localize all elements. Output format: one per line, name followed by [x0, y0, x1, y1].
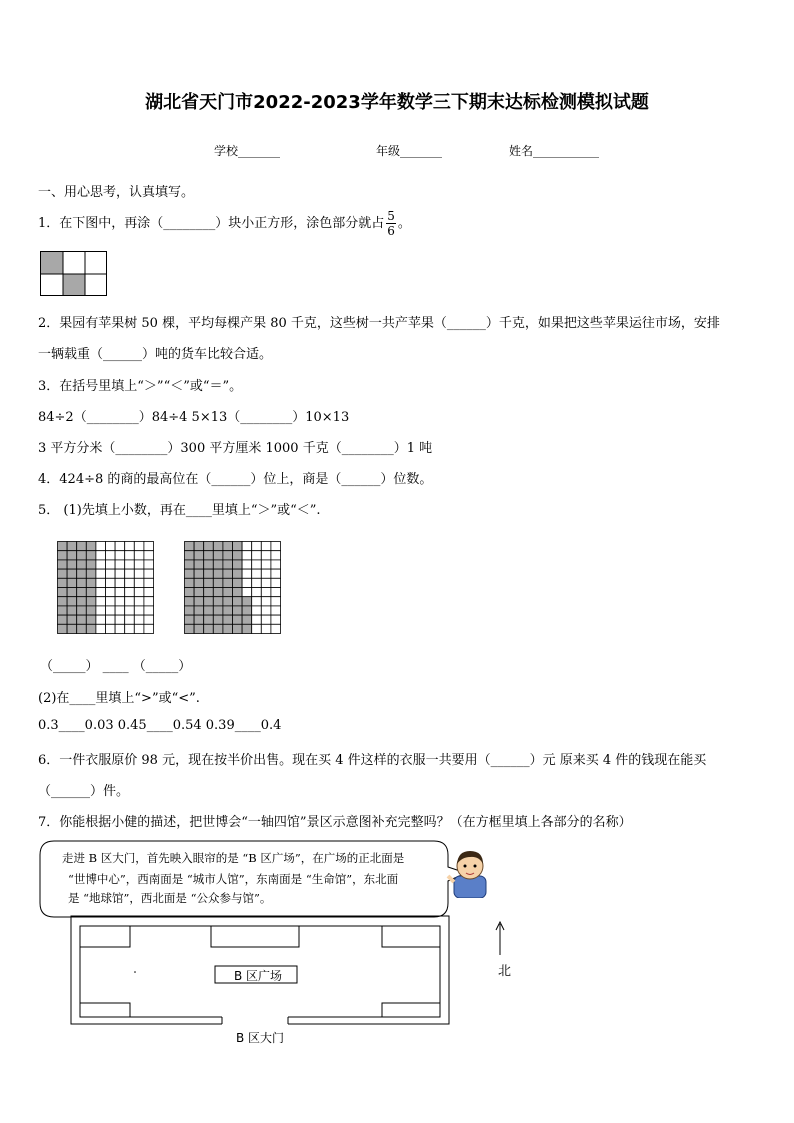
grid-cell-shaded [58, 560, 68, 569]
grid-cell-shaded [58, 597, 68, 606]
grid-cell-shaded [194, 597, 204, 606]
grid-cell-shaded [194, 588, 204, 597]
grid-cell-shaded [185, 615, 195, 624]
grid-cell-shaded [67, 624, 77, 633]
grid-cell-shaded [242, 615, 252, 624]
grid-cell-shaded [67, 578, 77, 587]
grid-cell [125, 560, 135, 569]
hundred-grid-left [57, 541, 154, 634]
question-6-line2: （______）件。 [38, 784, 130, 799]
grid-cell [134, 588, 144, 597]
grid-cell-shaded [233, 551, 243, 560]
grid-cell-shaded [67, 606, 77, 615]
grid-cell [115, 624, 125, 633]
grid-cell-shaded [242, 606, 252, 615]
grid-cell [96, 615, 106, 624]
bubble-line-3: 是 “地球馆”，西北面是 “公众参与馆”。 [68, 891, 272, 905]
grid-cell [125, 624, 135, 633]
grid-cell [271, 588, 281, 597]
grid-cell-shaded [213, 624, 223, 633]
grid-cell-shaded [213, 578, 223, 587]
grid-cell-shaded [185, 588, 195, 597]
grid-cell [252, 551, 262, 560]
grid-cell [252, 615, 262, 624]
grid-cell-shaded [58, 542, 68, 551]
grid-cell [125, 578, 135, 587]
grid-cell [144, 624, 154, 633]
grid-cell [134, 578, 144, 587]
grid-cell-shaded [67, 560, 77, 569]
grid-cell [261, 542, 271, 551]
grid-cell [242, 560, 252, 569]
grid-cell [134, 606, 144, 615]
map-box-northeast [382, 926, 440, 947]
grid-cell-shaded [86, 560, 96, 569]
grid-cell [96, 542, 106, 551]
grid-cell-shaded [233, 615, 243, 624]
question-2-line2: 一辆载重（______）吨的货车比较合适。 [38, 347, 273, 362]
page-title: 湖北省天门市2022-2023学年数学三下期末达标检测模拟试题 [145, 92, 649, 113]
grid-cell [242, 551, 252, 560]
plaza-label: B 区广场 [234, 969, 283, 983]
grid-cell-shaded [204, 588, 214, 597]
grid-cell [144, 606, 154, 615]
grid-cell [115, 551, 125, 560]
grid-cell-shaded [204, 597, 214, 606]
grid-cell-shaded [77, 569, 87, 578]
grid-cell [242, 569, 252, 578]
grid-cell-shaded [204, 615, 214, 624]
grid-cell-shaded [58, 615, 68, 624]
grid-cell-shaded [204, 624, 214, 633]
grid-cell [252, 569, 262, 578]
grid-cell-shaded [77, 578, 87, 587]
map-box-southeast [382, 1003, 440, 1017]
grid-cell [106, 551, 116, 560]
grid-cell [134, 560, 144, 569]
grid-cell [261, 606, 271, 615]
grid-cell-shaded [77, 560, 87, 569]
grid-cell [115, 588, 125, 597]
grid-cell [96, 560, 106, 569]
grid-cell-shaded [242, 597, 252, 606]
grid-cell-shaded [77, 588, 87, 597]
grid-cell [271, 551, 281, 560]
grid-cell-shaded [58, 569, 68, 578]
grid-cell-shaded [86, 606, 96, 615]
grid-cell-shaded [223, 624, 233, 633]
grid-cell-shaded [204, 569, 214, 578]
grid-cell-shaded [194, 578, 204, 587]
question-7: 7．你能根据小健的描述，把世博会“一轴四馆”景区示意图补充完整吗？（在方框里填上各部分的名称） [38, 815, 632, 830]
grid-cell-shaded [86, 597, 96, 606]
grid-cell-shaded [67, 588, 77, 597]
grid-cell-shaded [194, 560, 204, 569]
grid-cell [106, 588, 116, 597]
question-3-line1: 3．在括号里填上“＞”“＜”或“＝”。 [38, 379, 243, 394]
grid-cell-shaded [223, 606, 233, 615]
grid-cell [261, 615, 271, 624]
grid-cell [271, 578, 281, 587]
grid-cell-shaded [223, 569, 233, 578]
grade-field: 年级_______ [376, 144, 443, 158]
grid-cell-shaded [204, 551, 214, 560]
grid-cell-shaded [194, 542, 204, 551]
grid-cell-shaded [223, 551, 233, 560]
grid-cell-shaded [67, 542, 77, 551]
grid-cell [271, 560, 281, 569]
grid-cell-shaded [213, 560, 223, 569]
gate-label: B 区大门 [236, 1031, 285, 1045]
grid-cell [134, 542, 144, 551]
grid-cell-shaded [204, 578, 214, 587]
grid-cell [106, 542, 116, 551]
grid-cell-shaded [185, 624, 195, 633]
grid-cell [261, 588, 271, 597]
grid-cell-shaded [67, 551, 77, 560]
grid-cell-shaded [58, 624, 68, 633]
grid-cell [144, 597, 154, 606]
grid-cell-shaded [213, 606, 223, 615]
grid-cell-shaded [86, 578, 96, 587]
grid-cell-shaded [77, 542, 87, 551]
grid-cell [96, 578, 106, 587]
grid-cell-shaded [213, 588, 223, 597]
grid-cell-shaded [233, 542, 243, 551]
grid-cell-shaded [67, 569, 77, 578]
boy-illustration [446, 846, 492, 898]
grid-cell [125, 588, 135, 597]
grid-cell [115, 560, 125, 569]
grid-cell-shaded [213, 597, 223, 606]
grid-cell [125, 597, 135, 606]
grid-cell [106, 578, 116, 587]
grid-cell-shaded [185, 551, 195, 560]
grid-cell [144, 578, 154, 587]
grid-cell-shaded [185, 542, 195, 551]
grid-cell [261, 569, 271, 578]
grid-cell-shaded [194, 569, 204, 578]
grid-cell [96, 569, 106, 578]
question-2-line1: 2．果园有苹果树 50 棵，平均每棵产果 80 千克，这些树一共产苹果（______）千克，如果把这些苹果运往市场，安排 [38, 316, 720, 331]
grid-cell [134, 624, 144, 633]
grid-cell-shaded [185, 560, 195, 569]
grid-cell [271, 542, 281, 551]
grid-cell [252, 542, 262, 551]
map-box-southwest [80, 1003, 130, 1017]
grid-cell-shaded [58, 578, 68, 587]
bubble-line-2: “世博中心”，西南面是 “城市人馆”，东南面是 “生命馆”，东北面 [68, 872, 399, 886]
grid-cell-shaded [194, 624, 204, 633]
grid-cell [252, 606, 262, 615]
grid-cell [96, 624, 106, 633]
grid-cell-shaded [233, 588, 243, 597]
grid-cell [271, 615, 281, 624]
question-4: 4．424÷8 的商的最高位在（______）位上，商是（______）位数。 [38, 472, 433, 487]
map-box-north [211, 926, 299, 947]
question-6-line1: 6．一件衣服原价 98 元，现在按半价出售。现在买 4 件这样的衣服一共要用（______）元 原来买 4 件的钱现在能买 [38, 753, 707, 768]
grid-cell [252, 588, 262, 597]
grid-cell-shaded [223, 597, 233, 606]
grid-cell [106, 615, 116, 624]
grid-cell [96, 597, 106, 606]
grid-cell [261, 578, 271, 587]
grid-cell-shaded [86, 551, 96, 560]
grid-cell-shaded [233, 597, 243, 606]
grid-cell-shaded [77, 597, 87, 606]
question-3-line2: 84÷2（________）84÷4 5×13（________）10×13 [38, 410, 350, 425]
grid-cell-shaded [223, 615, 233, 624]
grid-cell [242, 542, 252, 551]
grid-cell [261, 624, 271, 633]
grid-cell [271, 597, 281, 606]
grid-cell [134, 615, 144, 624]
grid-cell-shaded [213, 615, 223, 624]
q1-grid [40, 251, 108, 297]
grid-cell-shaded [86, 588, 96, 597]
grid-cell-shaded [204, 560, 214, 569]
grid-cell-shaded [67, 615, 77, 624]
grid-cell-shaded [77, 615, 87, 624]
grid-cell-shaded [77, 624, 87, 633]
grid-cell-shaded [233, 606, 243, 615]
grid-cell-shaded [204, 542, 214, 551]
grid-cell-shaded [233, 624, 243, 633]
grid-cell [115, 569, 125, 578]
grid-cell [271, 624, 281, 633]
grid-cell-shaded [213, 551, 223, 560]
grid-cell [115, 606, 125, 615]
question-5-line2: (2)在____里填上“>”或“<”. [38, 691, 200, 706]
grid-cell [252, 597, 262, 606]
grid-cell-shaded [86, 542, 96, 551]
grid-cell-shaded [194, 551, 204, 560]
question-1 [38, 210, 411, 237]
grid-cell-shaded [86, 624, 96, 633]
grid-cell [252, 560, 262, 569]
map-box-northwest [80, 926, 130, 947]
grid-cell [144, 560, 154, 569]
grid-cell-shaded [194, 606, 204, 615]
fraction-numerator: 5 [387, 209, 395, 223]
grid-cell [106, 624, 116, 633]
grid-cell-shaded [86, 569, 96, 578]
grid-cell [252, 578, 262, 587]
grid-cell [144, 569, 154, 578]
grid-cell [144, 551, 154, 560]
grid-cell-shaded [194, 615, 204, 624]
grid-cell [106, 606, 116, 615]
grid-cell [115, 597, 125, 606]
grid-cell-shaded [223, 542, 233, 551]
grid-cell [261, 597, 271, 606]
grid-cell [106, 597, 116, 606]
grid-cell-shaded [185, 578, 195, 587]
grid-cell [96, 588, 106, 597]
grid-cell-shaded [77, 551, 87, 560]
grid-cell-shaded [233, 560, 243, 569]
grid-cell-shaded [58, 588, 68, 597]
grid-cell [125, 542, 135, 551]
grid-cell-shaded [213, 569, 223, 578]
hundred-grid-right [184, 541, 281, 634]
grid-cell [242, 588, 252, 597]
north-label: 北 [498, 964, 512, 979]
grid-cell [125, 606, 135, 615]
grid-cell [144, 542, 154, 551]
question-5-line1: 5． (1)先填上小数，再在____里填上“＞”或“＜”. [38, 503, 321, 518]
grid-cell [106, 569, 116, 578]
question-5-line3: 0.3____0.03 0.45____0.54 0.39____0.4 [38, 718, 282, 733]
grid-cell [134, 597, 144, 606]
north-arrow-icon [492, 920, 508, 956]
grid-cell-shaded [242, 624, 252, 633]
question-3-line3: 3 平方分米（________）300 平方厘米 1000 千克（________）1 吨 [38, 441, 433, 456]
grid-cell [125, 615, 135, 624]
grid-cell-shaded [213, 542, 223, 551]
grid-cell [125, 569, 135, 578]
grid-cell-shaded [223, 588, 233, 597]
grid-cell [115, 615, 125, 624]
grid-cell-shaded [233, 578, 243, 587]
grid-cell [242, 578, 252, 587]
grid-cell-shaded [185, 597, 195, 606]
grid-cell [134, 569, 144, 578]
grid-cell [261, 551, 271, 560]
shaded-cell [63, 274, 85, 296]
name-field: 姓名___________ [509, 144, 600, 158]
grid-cell [144, 588, 154, 597]
grid-cell-shaded [223, 578, 233, 587]
grid-cell-shaded [233, 569, 243, 578]
grid-cell [115, 578, 125, 587]
grid-cell [96, 606, 106, 615]
q1-end: 。 [397, 216, 411, 231]
grid-cell [261, 560, 271, 569]
grid-cell [252, 624, 262, 633]
school-field: 学校_______ [214, 144, 281, 158]
q1-text: 1．在下图中，再涂（________）块小正方形，涂色部分就占 [38, 216, 385, 231]
grid-cell [271, 569, 281, 578]
q5-answer-blanks: （_____） ____ （_____） [40, 659, 192, 674]
grid-cell [125, 551, 135, 560]
grid-cell-shaded [58, 551, 68, 560]
grid-cell [96, 551, 106, 560]
grid-cell [144, 615, 154, 624]
grid-cell [271, 606, 281, 615]
shaded-cell [41, 252, 63, 274]
grid-cell-shaded [86, 615, 96, 624]
fraction [386, 210, 396, 237]
bubble-line-1: 走进 B 区大门，首先映入眼帘的是 “B 区广场”，在广场的正北面是 [62, 851, 405, 865]
grid-cell [106, 560, 116, 569]
grid-cell-shaded [223, 560, 233, 569]
grid-cell-shaded [185, 569, 195, 578]
section-heading: 一、用心思考，认真填写。 [38, 185, 195, 200]
fraction-denominator: 6 [387, 224, 395, 238]
grid-cell-shaded [58, 606, 68, 615]
grid-cell-shaded [185, 606, 195, 615]
grid-cell [115, 542, 125, 551]
grid-cell-shaded [204, 606, 214, 615]
grid-cell-shaded [77, 606, 87, 615]
grid-cell-shaded [67, 597, 77, 606]
grid-cell [134, 551, 144, 560]
